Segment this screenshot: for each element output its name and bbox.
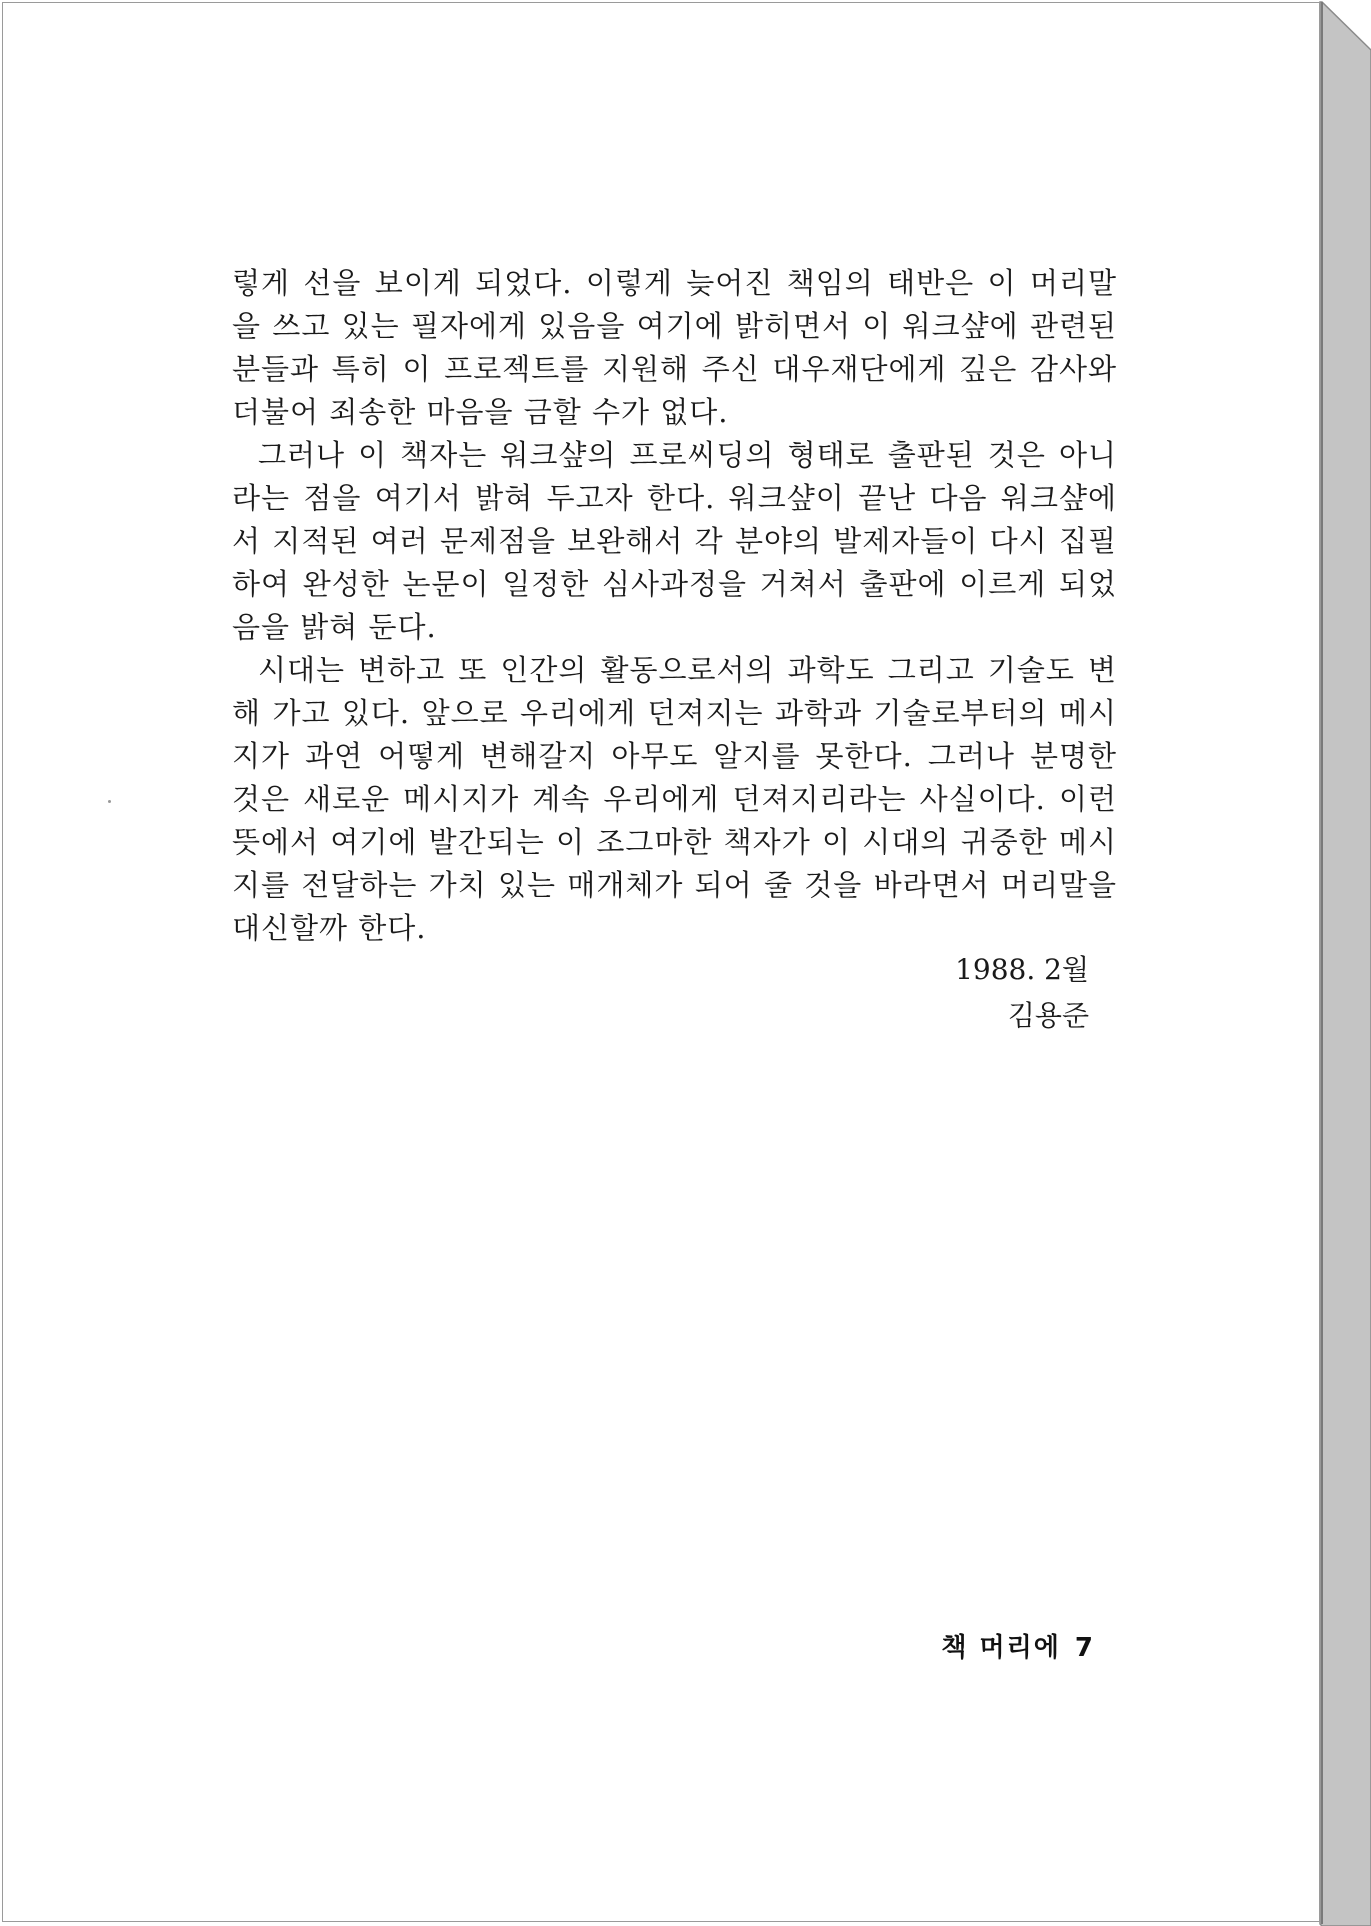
signature-date: 1988. 2월 (955, 953, 1089, 986)
paragraph-2: 그러나 이 책자는 워크샾의 프로씨딩의 형태로 출판된 것은 아니라는 점을 여기서 밝혀 두고자 한다. 워크샾이 끝난 다음 워크샾에서 지적된 여러 문제점을 보완해서 각 분야의 발제자들이 다시 집필하여 완성한 논문이 일정한 심사과정을 거쳐서 출판에 이르게 되었음을 밝혀 둔다. (232, 438, 1117, 644)
page-footer (941, 1627, 1095, 1664)
footer-section-title: 책 머리에 (941, 1633, 1061, 1663)
signature-block (955, 947, 1089, 1039)
body-text (232, 262, 1117, 950)
paragraph-3: 시대는 변하고 또 인간의 활동으로서의 과학도 그리고 기술도 변해 가고 있다. 앞으로 우리에게 던져지는 과학과 기술로부터의 메시지가 과연 어떻게 변해갈지 아무도 알지를 못한다. 그러나 분명한 것은 새로운 메시지가 계속 우리에게 던져지리라는 사실이다. 이런 뜻에서 여기에 발간되는 이 조그마한 책자가 이 시대의 귀중한 메시지를 전달하는 가치 있는 매개체가 되어 줄 것을 바라면서 머리말을 대신할까 한다. (232, 653, 1117, 945)
signature-author: 김용준 (1007, 999, 1089, 1032)
paragraph-1: 렇게 선을 보이게 되었다. 이렇게 늦어진 책임의 태반은 이 머리말을 쓰고 있는 필자에게 있음을 여기에 밝히면서 이 워크샾에 관련된 분들과 특히 이 프로젝트를 지원해 주신 대우재단에게 깊은 감사와 더불어 죄송한 마음을 금할 수가 없다. (232, 266, 1117, 429)
scan-speck (108, 800, 111, 803)
page-number: 7 (1074, 1633, 1095, 1663)
